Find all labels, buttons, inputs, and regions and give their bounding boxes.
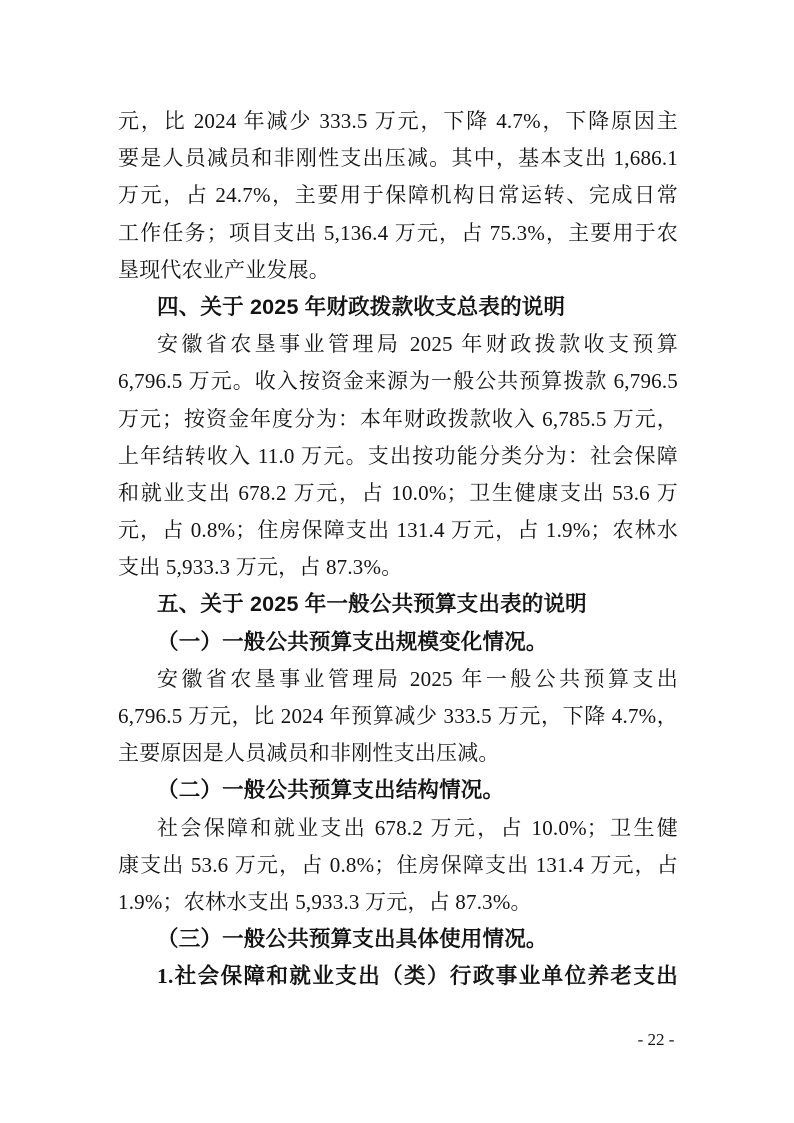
- body-text-line: 康支出 53.6 万元，占 0.8%；住房保障支出 131.4 万元，占: [118, 852, 678, 877]
- body-text-line: 6,796.5 万元。收入按资金来源为一般公共预算拨款 6,796.5: [118, 369, 678, 394]
- body-text-line: 元，比 2024 年减少 333.5 万元，下降 4.7%，下降原因主: [118, 109, 678, 133]
- document-text-block: [118, 103, 678, 996]
- body-text-line: 上年结转收入 11.0 万元。支出按功能分类分为：社会保障: [118, 443, 678, 468]
- body-text-line: 安徽省农垦事业管理局 2025 年财政拨款收支预算: [157, 332, 678, 357]
- body-text-line: 主要原因是人员减员和非刚性支出压减。: [118, 741, 500, 766]
- section-heading: 四、关于 2025 年财政拨款收支总表的说明: [157, 294, 566, 319]
- body-text-line: 安徽省农垦事业管理局 2025 年一般公共预算支出: [157, 666, 678, 691]
- body-text-line: 要是人员减员和非刚性支出压减。其中，基本支出 1,686.1: [118, 146, 678, 171]
- section-heading: 五、关于 2025 年一般公共预算支出表的说明: [157, 592, 587, 617]
- page-number: - 22 -: [637, 1030, 675, 1049]
- sub-heading: （一）一般公共预算支出规模变化情况。: [157, 629, 548, 654]
- body-text-line: 垦现代农业产业发展。: [118, 257, 330, 282]
- body-text-line: 元，占 0.8%；住房保障支出 131.4 万元，占 1.9%；农林水: [118, 518, 678, 543]
- body-text-line: 工作任务；项目支出 5,136.4 万元，占 75.3%，主要用于农: [118, 220, 678, 245]
- numbered-item-line: 1.社会保障和就业支出（类）行政事业单位养老支出: [157, 964, 678, 989]
- body-text-line: 社会保障和就业支出 678.2 万元，占 10.0%；卫生健: [157, 815, 678, 840]
- sub-heading: （二）一般公共预算支出结构情况。: [157, 778, 505, 803]
- body-text-line: 1.9%；农林水支出 5,933.3 万元，占 87.3%。: [118, 889, 532, 914]
- body-text-line: 万元，占 24.7%，主要用于保障机构日常运转、完成日常: [118, 183, 678, 208]
- body-text-line: 6,796.5 万元，比 2024 年预算减少 333.5 万元，下降 4.7%，: [118, 704, 678, 728]
- body-text-line: 和就业支出 678.2 万元，占 10.0%；卫生健康支出 53.6 万: [118, 480, 678, 505]
- body-text-line: 支出 5,933.3 万元，占 87.3%。: [118, 555, 403, 580]
- sub-heading: （三）一般公共预算支出具体使用情况。: [157, 927, 548, 952]
- body-text-line: 万元；按资金年度分为：本年财政拨款收入 6,785.5 万元，: [118, 406, 678, 431]
